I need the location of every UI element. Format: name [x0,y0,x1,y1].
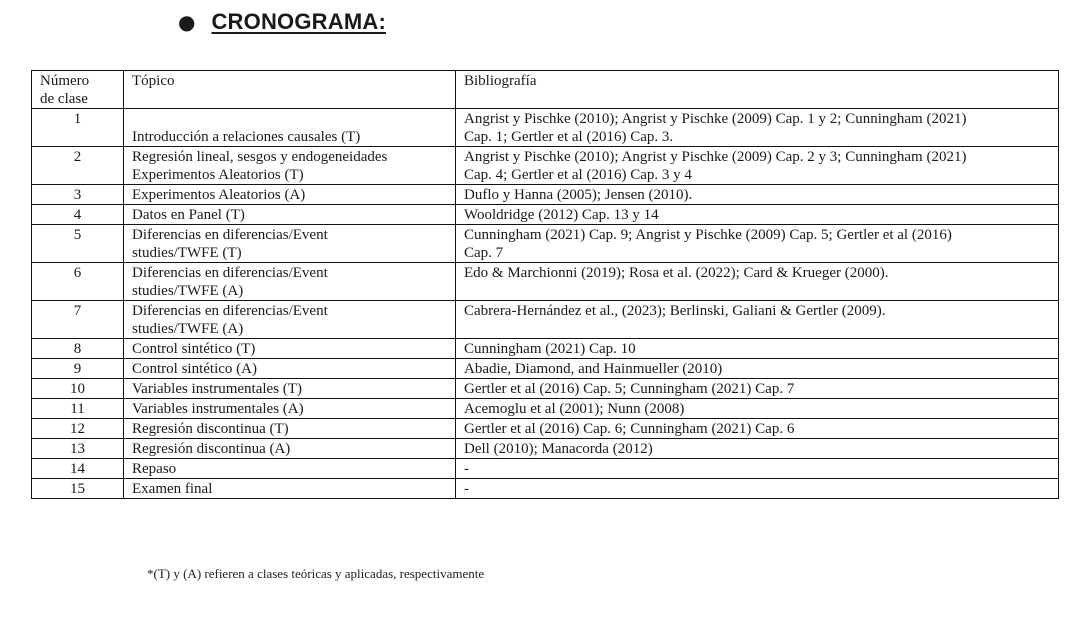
topic-cell [124,225,456,263]
topic-line: Control sintético (T) [132,341,256,357]
bibliography-cell [456,459,1059,479]
bibliography-line: - [464,481,469,497]
header-topic [124,71,456,109]
topic-cell [124,479,456,499]
header-bibliography-label: Bibliografía [464,73,537,89]
topic-line: studies/TWFE (T) [132,245,242,261]
bibliography-cell [456,263,1059,301]
bibliography-line: Angrist y Pischke (2010); Angrist y Pischke (2009) Cap. 1 y 2; Cunningham (2021) [464,111,967,127]
topic-cell [124,439,456,459]
class-number: 9 [32,359,124,379]
topic-line: Datos en Panel (T) [132,207,245,223]
topic-line: Experimentos Aleatorios (A) [132,187,306,203]
class-number: 12 [32,419,124,439]
class-number: 10 [32,379,124,399]
table-row [32,301,1059,339]
table-row [32,399,1059,419]
table-row [32,359,1059,379]
bibliography-cell [456,301,1059,339]
topic-cell [124,185,456,205]
bibliography-cell [456,379,1059,399]
bibliography-line: Cabrera-Hernández et al., (2023); Berlinski, Galiani & Gertler (2009). [464,303,886,319]
topic-line: Experimentos Aleatorios (T) [132,167,304,183]
bibliography-line: Cap. 1; Gertler et al (2016) Cap. 3. [464,129,674,145]
topic-line: Regresión discontinua (T) [132,421,289,437]
footnote: *(T) y (A) refieren a clases teóricas y aplicadas, respectivamente [147,566,485,581]
table-row [32,459,1059,479]
header-number [32,71,124,109]
bibliography-line: Edo & Marchionni (2019); Rosa et al. (2022); Card & Krueger (2000). [464,265,889,281]
bibliography-line: - [464,461,469,477]
topic-line: Diferencias en diferencias/Event [132,265,328,281]
class-number: 7 [32,301,124,339]
page-title: CRONOGRAMA: [211,9,386,34]
bibliography-cell [456,419,1059,439]
table-row [32,109,1059,147]
schedule-table [31,70,1059,499]
bullet-icon: ● [178,10,196,34]
class-number: 11 [32,399,124,419]
class-number: 13 [32,439,124,459]
class-number: 3 [32,185,124,205]
header-number-line: Número [40,73,90,89]
table-row [32,419,1059,439]
class-number: 1 [32,109,124,147]
bibliography-line: Cap. 7 [464,245,504,261]
bibliography-cell [456,359,1059,379]
topic-cell [124,379,456,399]
topic-line: Control sintético (A) [132,361,257,377]
bibliography-cell [456,339,1059,359]
schedule-table-body [32,71,1059,499]
bibliography-cell [456,147,1059,185]
bibliography-line: Wooldridge (2012) Cap. 13 y 14 [464,207,659,223]
topic-cell [124,147,456,185]
topic-cell [124,339,456,359]
topic-line [132,110,447,128]
bibliography-line: Gertler et al (2016) Cap. 5; Cunningham (2021) Cap. 7 [464,381,795,397]
table-row [32,263,1059,301]
bibliography-cell [456,205,1059,225]
topic-cell [124,419,456,439]
topic-line: Variables instrumentales (A) [132,401,304,417]
class-number: 2 [32,147,124,185]
section-heading [178,4,386,40]
topic-cell [124,263,456,301]
bibliography-line: Abadie, Diamond, and Hainmueller (2010) [464,361,723,377]
header-topic-label: Tópico [132,73,175,89]
topic-line: Examen final [132,481,213,497]
bibliography-cell [456,109,1059,147]
table-row [32,205,1059,225]
topic-line: Variables instrumentales (T) [132,381,302,397]
class-number: 6 [32,263,124,301]
bibliography-cell [456,185,1059,205]
class-number: 15 [32,479,124,499]
topic-line: Introducción a relaciones causales (T) [132,129,361,145]
bibliography-line: Acemoglu et al (2001); Nunn (2008) [464,401,685,417]
class-number: 14 [32,459,124,479]
topic-line: studies/TWFE (A) [132,321,244,337]
topic-line: Regresión discontinua (A) [132,441,291,457]
topic-cell [124,301,456,339]
topic-line: Diferencias en diferencias/Event [132,303,328,319]
table-header-row [32,71,1059,109]
bibliography-line: Cunningham (2021) Cap. 9; Angrist y Pischke (2009) Cap. 5; Gertler et al (2016) [464,227,952,243]
table-row [32,185,1059,205]
table-row [32,479,1059,499]
bibliography-cell [456,479,1059,499]
class-number: 4 [32,205,124,225]
table-row [32,225,1059,263]
bibliography-line: Dell (2010); Manacorda (2012) [464,441,653,457]
table-row [32,439,1059,459]
topic-cell [124,359,456,379]
header-number-line: de clase [40,91,88,107]
table-row [32,379,1059,399]
bibliography-cell [456,399,1059,419]
bibliography-cell [456,439,1059,459]
topic-line: Repaso [132,461,177,477]
topic-cell [124,205,456,225]
table-row [32,147,1059,185]
topic-cell [124,399,456,419]
topic-cell [124,109,456,147]
bibliography-line: Cunningham (2021) Cap. 10 [464,341,636,357]
bibliography-cell [456,225,1059,263]
class-number: 8 [32,339,124,359]
bibliography-line: Cap. 4; Gertler et al (2016) Cap. 3 y 4 [464,167,692,183]
header-bibliography [456,71,1059,109]
topic-line: Regresión lineal, sesgos y endogeneidades [132,149,388,165]
topic-line: Diferencias en diferencias/Event [132,227,328,243]
class-number: 5 [32,225,124,263]
bibliography-line: Angrist y Pischke (2010); Angrist y Pischke (2009) Cap. 2 y 3; Cunningham (2021) [464,149,967,165]
bibliography-line: Gertler et al (2016) Cap. 6; Cunningham (2021) Cap. 6 [464,421,795,437]
topic-line: studies/TWFE (A) [132,283,244,299]
topic-cell [124,459,456,479]
table-row [32,339,1059,359]
bibliography-line: Duflo y Hanna (2005); Jensen (2010). [464,187,693,203]
